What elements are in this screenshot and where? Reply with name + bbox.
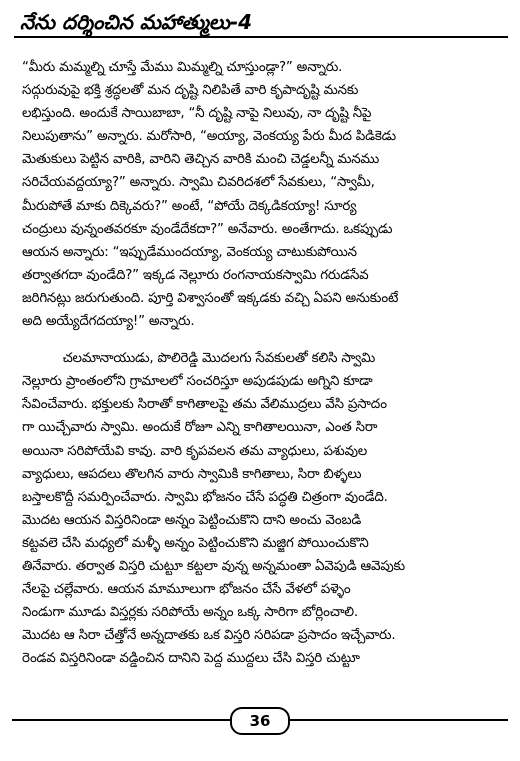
- text-line: నేలపై చల్లేవారు. ఆయన మామూలుగా భోజనం చేసే వేళలో పళ్ళెం: [22, 582, 351, 598]
- text-line: చలమానాయుడు, పొలిరెడ్డి మొదలగు సేవకులతో కలిసి స్వామి: [22, 351, 376, 367]
- text-line: అయినా సరిపోయేవి కావు. వారి కృపవలన తమ వ్యాధులు, పశువుల: [22, 443, 368, 459]
- text-line: గా యిచ్చేవారు స్వామి. అందుకే రోజూ ఎన్ని కాగితాలయినా, ఎంత సిరా: [22, 420, 378, 436]
- text-line: లభిస్తుంది. అందుకే సాయిబాబా, “నీ దృష్టి నాపై నిలువు, నా దృష్టి నీపై: [22, 106, 372, 122]
- text-line: సరిచేయవద్దయ్యా?” అన్నారు. స్వామి చివరిదశలో సేవకులు, “స్వామీ,: [22, 175, 375, 191]
- text-line: జరిగినట్లు జరుగుతుంది. పూర్తి విశ్వాసంతో ఇక్కడకు వచ్చి ఏపని అనుకుంటే: [22, 290, 399, 306]
- text-line: సద్గురువుపై భక్తి శ్రద్ధలతో మన దృష్టి నిలిపితే వారి కృపాదృష్టి మనకు: [22, 83, 359, 99]
- text-line: నెల్లూరు ప్రాంతంలోని గ్రామాలలో సంచరిస్తూ అపుడపుడు అగ్నిని కూడా: [22, 374, 373, 390]
- page-header: [14, 6, 508, 40]
- paragraph-1: [22, 56, 492, 333]
- text-line: అది అయ్యేదేగదయ్యా!” అన్నారు.: [22, 314, 195, 330]
- text-line: ఆయన అన్నారు: “ఇప్పుడేముందయ్యా, వెంకయ్య చాటుకుపోయిన: [22, 244, 357, 260]
- text-line: మీరుపోతే మాకు దిక్కెవరు?” అంటే, “పోయే దెక్కడికయ్యా! సూర్య: [22, 198, 357, 214]
- text-line: బస్తాలకొద్దీ సమర్పించేవారు. స్వామి భోజనం చేసే పద్ధతి చిత్రంగా వుండేది.: [22, 489, 388, 505]
- text-line: కట్టవలె చేసి మధ్యలో మళ్ళీ అన్నం పెట్టించుకొని మజ్జిగ పోయించుకొని: [22, 535, 369, 551]
- text-line: రెండవ విస్తరినిండా వడ్డించిన దానిని పెద్ద ముద్దలు చేసి విస్తరి చుట్టూ: [22, 651, 360, 667]
- text-line: చంద్రులు వున్నంతవరకూ వుండేదేకదా?” అనేవారు. అంతేగాదు. ఒకప్పుడు: [22, 221, 393, 237]
- text-line: వ్యాధులు, ఆపదలు తొలగిన వారు స్వామికి కాగితాలు, సిరా బిళ్ళలు: [22, 466, 362, 482]
- running-title: నేను దర్శించిన మహాత్ములు-4: [20, 10, 253, 34]
- header-rule: [14, 36, 508, 38]
- text-line: నిండుగా మూడు విస్తర్లకు సరిపోయే అన్నం ఒక్క సారిగా బోర్లించాలి.: [22, 605, 358, 621]
- text-line: సేవించేవారు. భక్తులకు సిరాతో కాగితాలపై తమ వేలిముద్రలు వేసి ప్రసాదం: [22, 397, 387, 413]
- body-text: [22, 56, 492, 670]
- text-line: తర్వాతగదా వుండేది?” ఇక్కడ నెల్లూరు రంగనాయకస్వామి గరుడసేవ: [22, 267, 369, 283]
- text-line: మొదట ఆ సిరా చేత్తోనే అన్నదాతకు ఒక విస్తరి సరిపడా ప్రసాదం ఇచ్చేవారు.: [22, 628, 396, 644]
- text-line: మెతుకులు పెట్టిన వారికి, వారిని తెచ్చిన వారికి మంచి చెడ్డలన్నీ మనము: [22, 152, 380, 168]
- text-line: “మీరు మమ్మల్ని చూస్తే మేము మిమ్మల్ని చూస్తుండ్లా?” అన్నారు.: [22, 60, 343, 75]
- text-line: నిలుపుతాను” అన్నారు. మరోసారి, “అయ్యా, వెంకయ్య పేరు మీద పిడికెడు: [22, 129, 396, 145]
- text-line: తినేవారు. తర్వాత విస్తరి చుట్టూ కట్టలా వున్న అన్నమంతా ఏవెపుడి ఆవెపుకు: [22, 558, 405, 574]
- page-footer: [12, 706, 508, 736]
- text-line: మొదట ఆయన విస్తరినిండా అన్నం పెట్టించుకొని దాని అంచు వెంబడి: [22, 512, 362, 528]
- page-number: 36: [230, 707, 290, 735]
- paragraph-gap: [22, 333, 492, 347]
- paragraph-2: [22, 347, 492, 670]
